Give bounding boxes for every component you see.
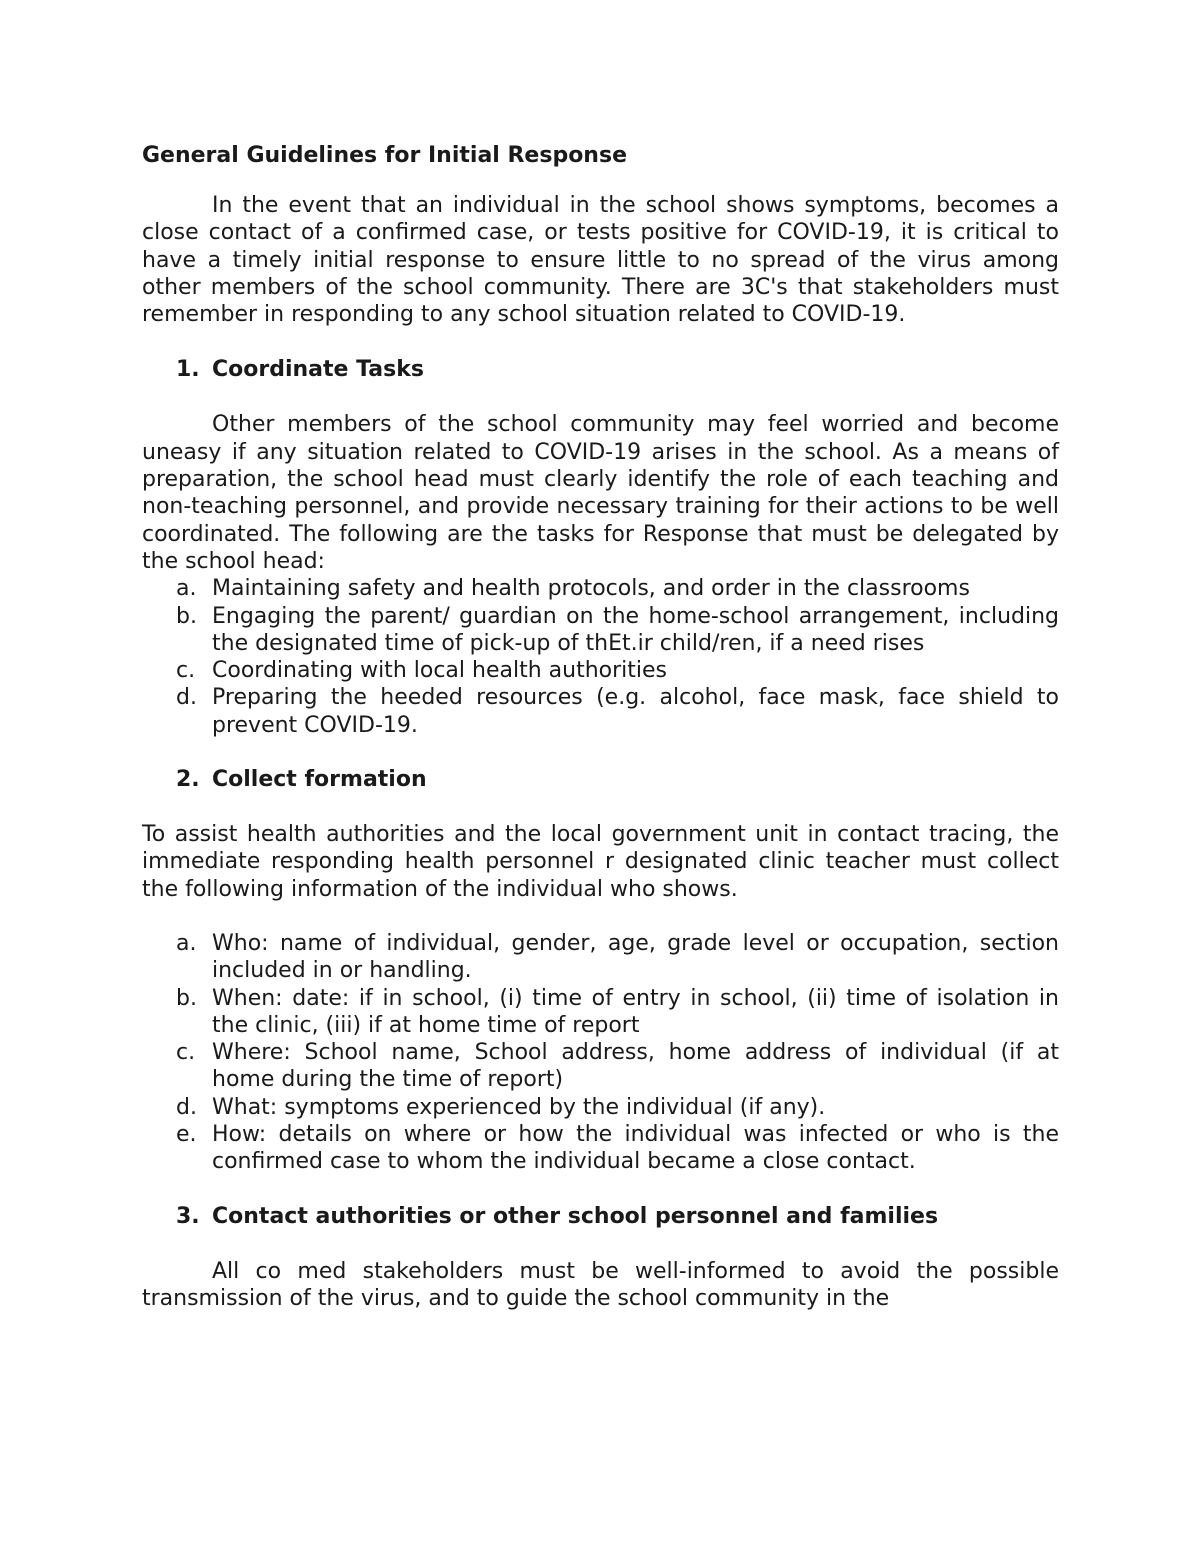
list-marker: c. <box>176 658 196 684</box>
list-item <box>142 684 1059 739</box>
list-item-text: How: details on where or how the individual was infected or who is the confirmed case to whom the individual became a close contact. <box>212 1122 1059 1175</box>
section-2-paragraph: To assist health authorities and the local government unit in contact tracing, the immediate responding health personnel r designated clinic teacher must collect the following information of the individual who shows. <box>142 822 1059 902</box>
document-page <box>142 138 1059 1312</box>
list-item <box>142 657 1059 684</box>
section-2-list <box>142 930 1059 1176</box>
list-marker: e. <box>176 1122 197 1148</box>
list-item-text: When: date: if in school, (i) time of entry in school, (ii) time of isolation in the clinic, (iii) if at home time of report <box>212 985 1059 1038</box>
list-item <box>142 1094 1059 1121</box>
list-marker: d. <box>176 685 197 711</box>
list-marker: b. <box>176 603 197 629</box>
list-item-text: Who: name of individual, gender, age, grade level or occupation, section included in or handling. <box>212 930 1059 984</box>
list-item-text: Preparing the heeded resources (e.g. alcohol, face mask, face shield to prevent COVID-19. <box>212 685 1059 738</box>
section-3-title: Contact authorities or other school personnel and families <box>212 1203 939 1229</box>
list-item <box>142 1039 1059 1094</box>
section-2-number: 2. <box>176 767 200 793</box>
section-2-heading <box>142 765 1059 795</box>
list-item-text: Engaging the parent/ guardian on the home-school arrangement, including the designated time of pick-up of thEt.ir child/ren, if a need rises <box>212 603 1059 656</box>
list-item-text: What: symptoms experienced by the individual (if any). <box>212 1094 826 1120</box>
list-marker: a. <box>176 576 197 602</box>
list-item-text: Maintaining safety and health protocols, and order in the classrooms <box>212 576 970 602</box>
list-item <box>142 603 1059 658</box>
page-title: General Guidelines for Initial Response <box>142 143 627 168</box>
section-3-number: 3. <box>176 1203 200 1229</box>
section-1-list <box>142 575 1059 739</box>
list-item-text: Coordinating with local health authorities <box>212 658 667 684</box>
section-2-title: Collect formation <box>212 767 427 793</box>
list-marker: b. <box>176 985 197 1011</box>
list-item-text: Where: School name, School address, home address of individual (if at home during the time of report) <box>212 1040 1059 1093</box>
intro-paragraph: In the event that an individual in the school shows symptoms, becomes a close contact of a confirmed case, or tests positive for COVID-19, it is critical to have a timely initial response to ensure little to no spread of the virus among other members of the school community. There are 3C's that stakeholders must remember in responding to any school situation related to COVID-19. <box>142 193 1059 328</box>
section-3-paragraph: All co med stakeholders must be well-informed to avoid the possible transmission of the virus, and to guide the school community in the <box>142 1258 1059 1311</box>
list-item <box>142 985 1059 1040</box>
section-1-paragraph: Other members of the school community may feel worried and become uneasy if any situation related to COVID-19 arises in the school. As a means of preparation, the school head must clearly identify the role of each teaching and non-teaching personnel, and provide necessary training for their actions to be well coordinated. The following are the tasks for Response that must be delegated by the school head: <box>142 412 1059 574</box>
section-3-heading <box>142 1202 1059 1232</box>
list-marker: c. <box>176 1040 196 1066</box>
list-item <box>142 1121 1059 1176</box>
list-marker: d. <box>176 1094 197 1120</box>
section-1-title: Coordinate Tasks <box>212 357 424 383</box>
list-item <box>142 930 1059 985</box>
list-marker: a. <box>176 930 197 956</box>
list-item <box>142 575 1059 602</box>
section-1-number: 1. <box>176 357 200 383</box>
section-1-heading <box>142 355 1059 385</box>
